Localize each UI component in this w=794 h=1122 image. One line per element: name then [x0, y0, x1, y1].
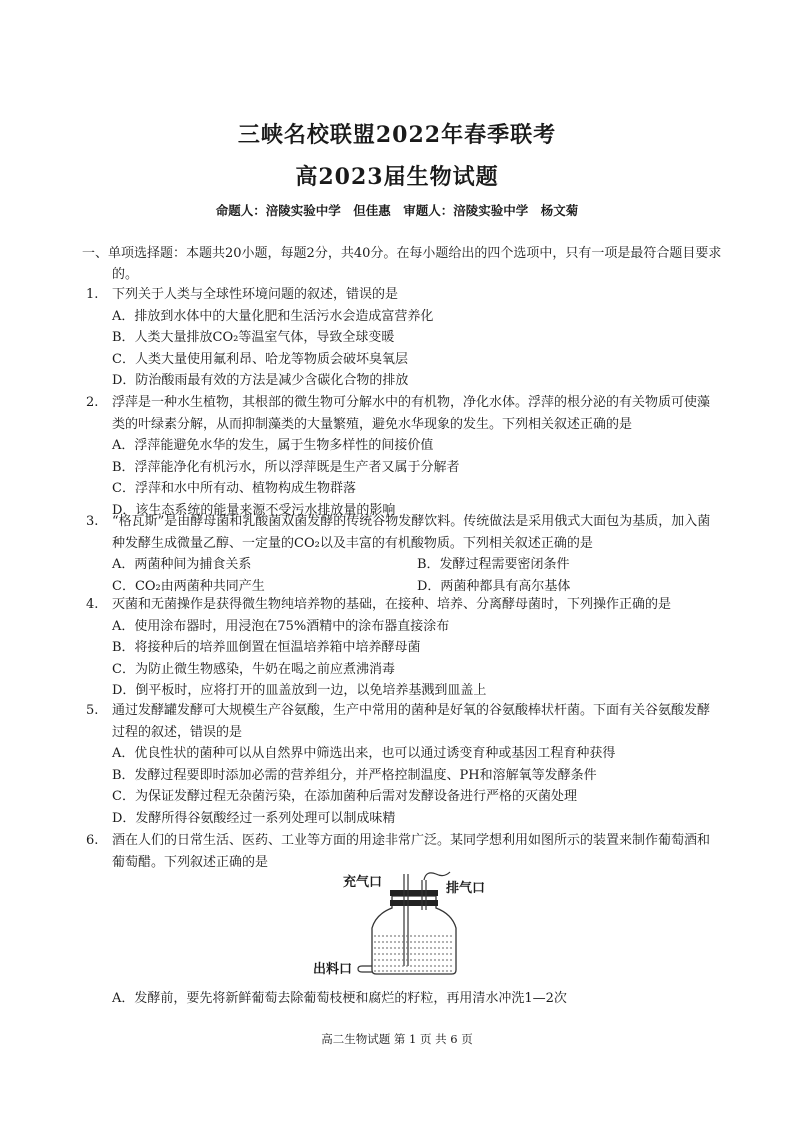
option-a: A．浮萍能避免水华的发生，属于生物多样性的间接价值 — [112, 438, 434, 454]
question-5 — [82, 700, 722, 830]
option-a: A．发酵前，要先将新鲜葡萄去除葡萄枝梗和腐烂的籽粒，再用清水冲洗1—2次 — [112, 991, 567, 1006]
option-d: D．两菌种都具有高尔基体 — [417, 578, 571, 594]
option-a: A．两菌种间为捕食关系 — [112, 557, 252, 573]
question-6-options — [82, 988, 722, 1010]
question-number: 6. — [86, 833, 99, 848]
option-d: D．该生态系统的能量来源不受污水排放量的影响 — [112, 502, 396, 518]
exam-title: 三峡名校联盟2022年春季联考 — [237, 122, 557, 148]
option-a: A．排放到水体中的大量化肥和生活污水会造成富营养化 — [112, 308, 434, 324]
option-b: B．浮萍能净化有机污水，所以浮萍既是生产者又属于分解者 — [112, 459, 460, 475]
question-4 — [82, 594, 722, 702]
option-b: B．发酵过程要即时添加必需的营养组分，并严格控制温度、PH和溶解氧等发酵条件 — [112, 767, 597, 783]
exhaust-label: 排气口 — [446, 881, 486, 896]
question-3 — [82, 511, 722, 597]
section-heading-text: 一、单项选择题：本题共20小题，每题2分，共40分。在每小题给出的四个选项中，只有一项是最符合题目要求的。 — [82, 246, 722, 282]
option-d: D．发酵所得谷氨酸经过一系列处理可以制成味精 — [112, 810, 396, 826]
question-stem: 通过发酵罐发酵可大规模生产谷氨酸，生产中常用的菌种是好氧的谷氨酸棒状杆菌。下面有关谷氨酸发酵过程的叙述，错误的是 — [112, 703, 711, 740]
question-6 — [82, 830, 722, 873]
exam-subtitle: 高2023届生物试题 — [295, 164, 499, 190]
option-b: B．发酵过程需要密闭条件 — [417, 557, 570, 573]
question-number: 1. — [86, 287, 99, 302]
question-stem: “格瓦斯”是由酵母菌和乳酸菌双菌发酵的传统谷物发酵饮料。传统做法是采用俄式大面包为基质，加入菌种发酵生成微量乙醇、一定量的CO₂以及丰富的有机酸物质。下列相关叙述正确的是 — [112, 514, 711, 551]
question-number: 2. — [86, 395, 99, 410]
option-d: D．防治酸雨最有效的方法是减少含碳化合物的排放 — [112, 373, 409, 389]
question-stem: 下列关于人类与全球性环境问题的叙述，错误的是 — [112, 287, 399, 302]
option-c: C．CO₂由两菌种共同产生 — [112, 578, 265, 594]
question-number: 5. — [86, 703, 99, 718]
outlet-label: 出料口 — [313, 962, 353, 977]
inlet-label: 充气口 — [343, 875, 383, 890]
authors-line: 命题人：涪陵实验中学 但佳惠 审题人：涪陵实验中学 杨文菊 — [215, 203, 579, 218]
option-a: A．优良性状的菌种可以从自然界中筛选出来，也可以通过诱变育种或基因工程育种获得 — [112, 746, 616, 762]
section-heading — [82, 243, 722, 285]
question-stem: 酒在人们的日常生活、医药、工业等方面的用途非常广泛。某同学想利用如图所示的装置来制作葡萄酒和葡萄醋。下列叙述正确的是 — [112, 833, 711, 870]
question-stem: 灭菌和无菌操作是获得微生物纯培养物的基础，在接种、培养、分离酵母菌时，下列操作正确的是 — [112, 597, 672, 612]
option-a: A．使用涂布器时，用浸泡在75%酒精中的涂布器直接涂布 — [112, 618, 450, 634]
question-2 — [82, 392, 722, 522]
option-c: C．人类大量使用氟利昂、哈龙等物质会破坏臭氧层 — [112, 351, 408, 367]
page-footer: 高二生物试题 第 1 页 共 6 页 — [321, 1032, 473, 1046]
option-b: B．人类大量排放CO₂等温室气体，导致全球变暖 — [112, 330, 395, 346]
option-c: C．浮萍和水中所有动、植物构成生物群落 — [112, 481, 356, 497]
question-number: 3. — [86, 514, 99, 529]
question-number: 4. — [86, 597, 99, 612]
question-stem: 浮萍是一种水生植物，其根部的微生物可分解水中的有机物，净化水体。浮萍的根分泌的有关物质可使藻类的叶绿素分解，从而抑制藻类的大量繁殖，避免水华现象的发生。下列相关叙述正确的是 — [112, 395, 711, 432]
option-d: D．倒平板时，应将打开的皿盖放到一边，以免培养基溅到皿盖上 — [112, 683, 487, 699]
option-b: B．将接种后的培养皿倒置在恒温培养箱中培养酵母菌 — [112, 640, 421, 656]
option-c: C．为防止微生物感染，牛奶在喝之前应煮沸消毒 — [112, 661, 395, 677]
option-c: C．为保证发酵过程无杂菌污染，在添加菌种后需对发酵设备进行严格的灭菌处理 — [112, 789, 577, 805]
question-1 — [82, 284, 722, 392]
